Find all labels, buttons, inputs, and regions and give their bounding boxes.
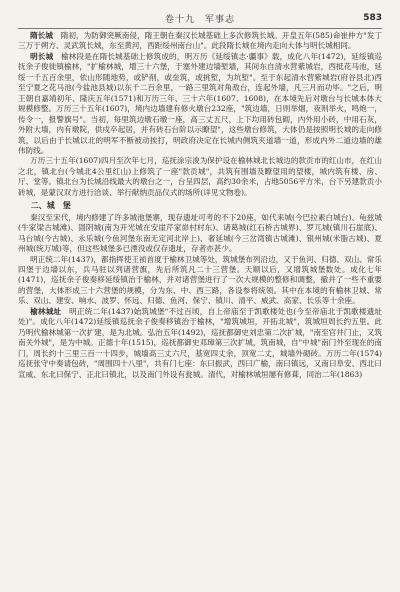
paragraph	[18, 52, 382, 157]
paragraph	[18, 31, 382, 52]
paragraph	[18, 213, 382, 255]
paragraph-text: 隋初，为防御突厥南侵，隋王朝在秦汉长城基础上多次修筑长城。开皇五年(585)命崔仲方"发丁三万于朔方、灵武筑长城，东至黄河，西距绥州南台山"。此段隋长城在境内走向大体与明长城相同。	[18, 31, 383, 51]
paragraph-text: 秦汉至宋代，境内修建了许多城池堡寨，现存遗址可考的不下20座，如代来城(今巴拉素白城台)、龟兹城(牛家梁古城滩)、圁阴城(南为开光城在安崖芹家峁村村东)、诸葛城(红石桥古城界)、罗兀城(镇川石崖底)、马台城(今古城)、永乐城(今鱼河堡东南无定河北岸上)、奢延城(今三岔湾镇古城滩)、银州城(米脂古城)、夏州城(统万城)等，但这些城堡多已湮没或仅存遗址，存者亦甚少。	[18, 212, 382, 254]
body-text	[18, 31, 382, 586]
page-number: 583	[363, 13, 382, 23]
paragraph	[18, 156, 382, 198]
paragraph-text: 明正统二年(1437)，都指挥使王祯首度于榆林卫城等处，筑城堡布列沿边，又于鱼河、归德、双山、常乐四堡于边墙以东，兵马驻以列诸营旗，先后所筑凡二十三营堡。天顺以后，又增筑城堡数处。成化七年(1471)，巡抚余子俊奏移延绥镇治于榆林，并对诸营堡进行了一次大规模的整修和调整，撤并了一些不重要的营堡，大体形成三十六营堡的规模，分为东、中、西三路，各设参将统领。其中在本境的有榆林卫城、常乐、双山、建安、响水、波罗、怀远、归德、鱼河、保宁、镇川、清平、威武、高家、长乐等十余座。	[18, 254, 382, 306]
chapter-title: 卷十九 军事志	[164, 14, 235, 25]
paragraph-text: 榆林段是在隋长城基础上修筑成的，明万历《延绥镇志·疆事》载，成化八年(1472)，延绥镇巡抚余子俊徙镇榆林，"扩榆林城，增三十六堡，于塞外建边墙堑墙，其间东自清水营紫城岩，西抵花马池，延绥一千五百余里，依山形随地势，或铲削，或垒筑，或挑堑，为坑堑"。至于东起清水营紫城岩(府谷县北)西至宁夏之花马池(今盐池县城)以东千二百余里，一路三里筑对角敌台，连起外墙，凡三月而功毕。"之后，明王朝自嘉靖初年、隆庆五年(1571)和万历三年、三十六年(1607、1608)，在本境先后对墩台与长城本体大规模修整。万历三十五年(1607)，境内边墙建有修火墩台232座，"筑边墙，日则举烟，夜则举火，鸣炮一，传令一，报警旗号"。当初，每里筑边墩石墩一座，高三丈五尺，上下均用砖包砌，内外用小砖，中用石灰，外附大墙，内有墩院，供戍卒起居，并有砖石台阶以示瞭望"，这些墩台修筑，大体仍是按照明长城的走向修筑，以后由于长城以北的明军不断被动挨打，明政府决定在长城内侧筑夹道墙一道，形成内外二道边墙的雄伟防线。	[18, 51, 383, 155]
paragraph	[18, 255, 382, 307]
paragraph-lead: 隋长城	[30, 31, 54, 40]
section-title: 二、城 堡	[30, 200, 71, 211]
page-header	[18, 8, 382, 29]
paragraph	[18, 307, 382, 380]
paragraph-lead: 明长城	[30, 51, 54, 61]
paragraph-text: 明正统二年(1437)始筑城堡"不过百顷，自上帝庙至于凯歌楼处也(今至帝庙北于凯歌楼遗址处)"。成化八年(1472)延绥镇巡抚余子俊奏移镇治于榆林，"增筑城垣，开拓北城"，筑城垣周长约五里。此乃明代榆林城第一次扩建，是为北城。弘治五年(1492)，巡抚都御史刘忠第二次扩城，"南至官井门止，又筑南关外城"，是为中城。正德十年(1515)，巡抚都御史邓璋第三次扩城，筑南城，自"中城"南门外至现在的南门，周长约十三里三百一十四步，城墙高三丈六尺，基宽四丈余，顶宽二丈，城墙外砌砖。万历二年(1574)巡抚张守中奏请包砖，"周围四十八里"，共有门七座：东曰振武，西曰广榆，南曰镇远，又南曰阜安、西北曰宣威、东北曰保宁、正北曰镇北，以及南门外设有瓮城。清代，对榆林城垣屡有修葺，同治二年(1863)	[18, 306, 383, 379]
paragraph-text: 万历三十五年(1607)四月至次年七月，巡抚涂宗浚为保护设在榆林城北长城边的款贡市的红山市，在红山之北，镇北台(今城北4公里红山)上修筑了一座"款贡城"，共筑有围墙及瞭望用的望楼，城内筑有楼、房、厅、堂等。镇北台为长城沿线最大的墩台之一，台呈四层，高约30余米，占地5056平方米，台下另建款贡小砖城，是蒙汉双方进行洽谈、举行献纳贡品仪式的场所(详见文物卷)。	[18, 156, 382, 197]
subheading: 榆林城址	[30, 306, 62, 316]
